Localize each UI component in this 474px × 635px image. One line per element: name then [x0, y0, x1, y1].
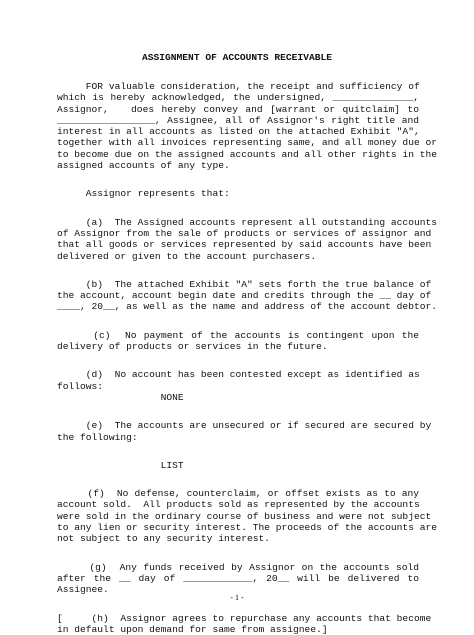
text-line: follows:	[57, 381, 419, 392]
paragraph-spacer	[57, 403, 419, 420]
text-line: Assignee.	[57, 584, 419, 595]
paragraph-spacer	[57, 352, 419, 369]
clause-a	[57, 217, 419, 262]
clause-f	[57, 488, 419, 544]
text-line: ____, 20__, as well as the name and address of the account debtor.	[57, 301, 419, 312]
text-line: after the __ day of ____________, 20__ will be delivered to	[57, 573, 419, 584]
text-line: not subject to any security interest.	[57, 533, 419, 544]
text-line: (b) The attached Exhibit "A" sets forth the true balance of	[57, 279, 419, 290]
text-line: Assignor represents that:	[57, 188, 419, 199]
clause-e-list	[57, 460, 419, 471]
text-line: LIST	[57, 460, 419, 471]
document-title: ASSIGNMENT OF ACCOUNTS RECEIVABLE	[0, 52, 474, 63]
text-line: together with all invoices representing same, and all money due or	[57, 137, 419, 148]
text-line: to become due on the assigned accounts and all other rights in the	[57, 149, 419, 160]
text-line: (e) The accounts are unsecured or if secured are secured by	[57, 420, 419, 431]
text-line: were sold in the ordinary course of business and were not subject	[57, 511, 419, 522]
text-line: (f) No defense, counterclaim, or offset exists as to any	[57, 488, 419, 499]
text-line: that all goods or services represented by said accounts have been	[57, 239, 419, 250]
text-line: (a) The Assigned accounts represent all outstanding accounts	[57, 217, 419, 228]
clause-e	[57, 420, 419, 443]
represents-paragraph	[57, 188, 419, 199]
paragraph-spacer	[57, 443, 419, 460]
text-line: interest in all accounts as listed on the attached Exhibit "A",	[57, 126, 419, 137]
text-line: _________________, Assignee, all of Assignor's right title and	[57, 115, 419, 126]
paragraph-spacer	[57, 262, 419, 279]
paragraph-spacer	[57, 545, 419, 562]
text-line: of Assignor from the sale of products or services of assignor and	[57, 228, 419, 239]
text-line: delivered or given to the account purchasers.	[57, 251, 419, 262]
clause-g	[57, 562, 419, 596]
text-line: the following:	[57, 432, 419, 443]
text-line: (c) No payment of the accounts is contingent upon the	[57, 330, 419, 341]
text-line: [ (h) Assignor agrees to repurchase any accounts that become	[57, 613, 419, 624]
text-line: (g) Any funds received by Assignor on the accounts sold	[57, 562, 419, 573]
page-number: - 1 -	[0, 593, 474, 603]
text-line: in default upon demand for same from assignee.]	[57, 624, 419, 635]
paragraph-spacer	[57, 200, 419, 217]
text-line: NONE	[57, 392, 419, 403]
clause-d	[57, 369, 419, 403]
text-line: the account, account begin date and credits through the __ day of	[57, 290, 419, 301]
text-line: Assignor, does hereby convey and [warrant or quitclaim] to	[57, 104, 419, 115]
text-line: (d) No account has been contested except as identified as	[57, 369, 419, 380]
clause-h	[57, 613, 419, 635]
text-line: FOR valuable consideration, the receipt and sufficiency of	[57, 81, 419, 92]
clause-c	[57, 330, 419, 353]
document-body	[57, 81, 419, 635]
clause-b	[57, 279, 419, 313]
text-line: which is hereby acknowledged, the undersigned, ______________,	[57, 92, 419, 103]
text-line: assigned accounts of any type.	[57, 160, 419, 171]
intro-paragraph	[57, 81, 419, 171]
text-line: account sold. All products sold as represented by the accounts	[57, 499, 419, 510]
paragraph-spacer	[57, 171, 419, 188]
paragraph-spacer	[57, 313, 419, 330]
text-line: delivery of products or services in the future.	[57, 341, 419, 352]
text-line: to any lien or security interest. The proceeds of the accounts are	[57, 522, 419, 533]
paragraph-spacer	[57, 471, 419, 488]
